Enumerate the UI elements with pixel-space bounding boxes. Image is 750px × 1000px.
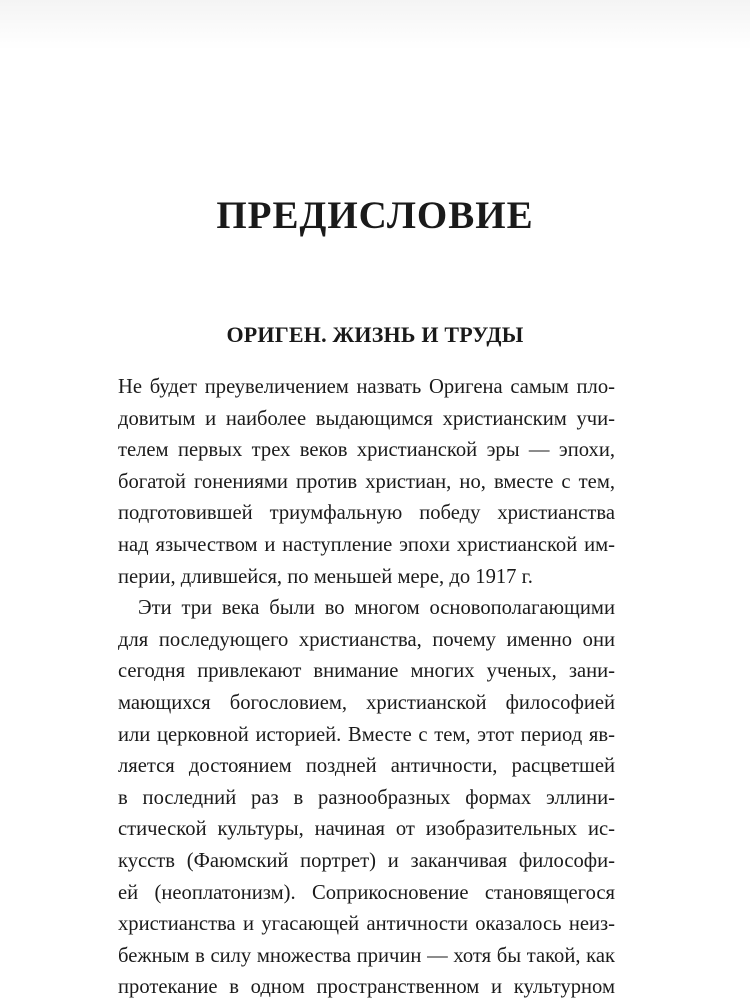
paragraph-2-line: протекание в одном пространственном и культурном bbox=[118, 976, 615, 999]
chapter-title: ПРЕДИСЛОВИЕ bbox=[216, 194, 534, 237]
paragraph-2-line: для последующего христианства, почему именно они bbox=[118, 628, 615, 651]
paragraph-1-line: Не будет преувеличением назвать Оригена самым пло- bbox=[118, 376, 615, 398]
paragraph-2-line: или церковной историей. Вместе с тем, этот период яв- bbox=[118, 723, 615, 746]
paragraph-2-line: ей (неоплатонизм). Соприкосновение становящегося bbox=[118, 881, 615, 904]
paragraph-2-line: христианства и угасающей античности оказалось неиз- bbox=[118, 913, 615, 936]
paragraph-1-line: богатой гонениями против христиан, но, вместе с тем, bbox=[118, 470, 615, 493]
paragraph-2-line: бежным в силу множества причин — хотя бы такой, как bbox=[118, 944, 615, 967]
section-title: ОРИГЕН. ЖИЗНЬ И ТРУДЫ bbox=[226, 322, 524, 347]
paragraph-2-line: в последний раз в разнообразных формах эллини- bbox=[118, 786, 615, 809]
paragraph-1-line: над язычеством и наступление эпохи христианской им- bbox=[118, 533, 615, 556]
paragraph-2-line: мающихся богословием, христианской философией bbox=[118, 691, 615, 714]
paragraph-2-line: ляется достоянием поздней античности, расцветшей bbox=[118, 755, 615, 778]
paragraph-1-line: телем первых трех веков христианской эры — эпохи, bbox=[118, 439, 615, 462]
paragraph-2-line: Эти три века были во многом основополагающими bbox=[138, 597, 615, 620]
scan-top-bleed bbox=[0, 0, 750, 50]
paragraph-2-line: стической культуры, начиная от изобразительных ис- bbox=[118, 818, 615, 841]
paragraph-2-line: кусств (Фаюмский портрет) и заканчивая философи- bbox=[118, 849, 615, 872]
paragraph-2-line: сегодня привлекают внимание многих ученых, зани- bbox=[118, 660, 615, 683]
paragraph-1-line: перии, длившейся, по меньшей мере, до 1917 г. bbox=[118, 565, 533, 588]
paragraph-1-line: подготовившей триумфальную победу христианства bbox=[118, 502, 615, 525]
body-text bbox=[118, 372, 615, 1000]
paragraph-1-line: довитым и наиболее выдающимся христианским учи- bbox=[118, 407, 615, 430]
